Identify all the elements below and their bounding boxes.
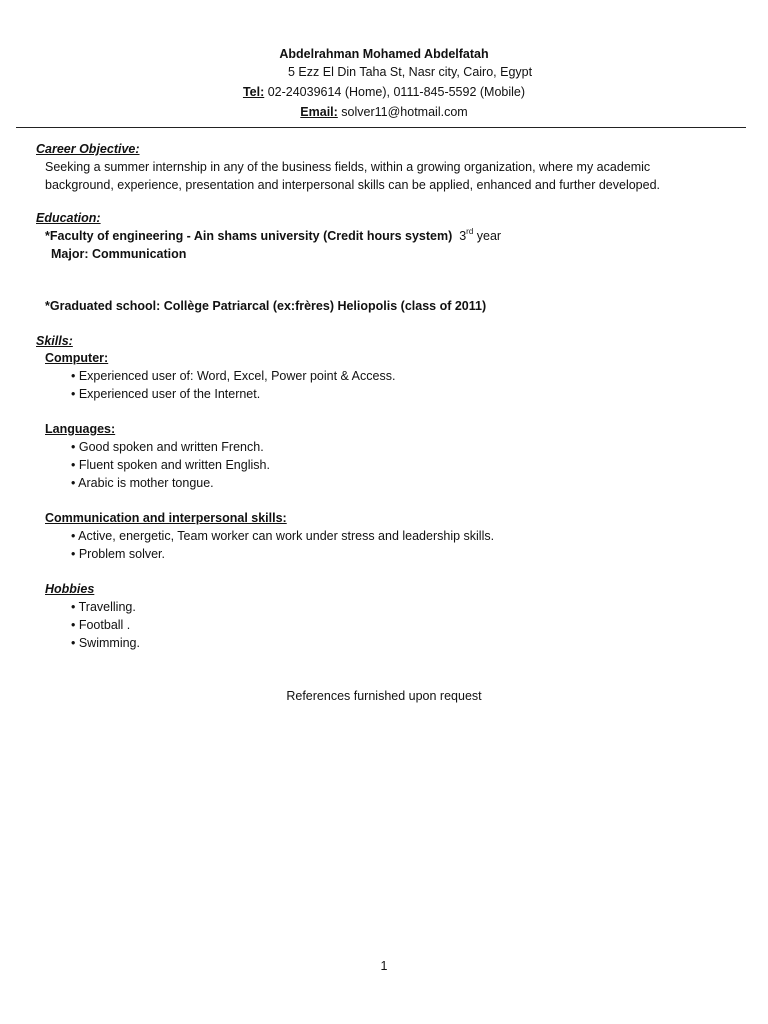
email-line bbox=[0, 104, 768, 120]
language-item: • Arabic is mother tongue. bbox=[71, 476, 214, 490]
hobby-item: • Swimming. bbox=[71, 636, 140, 650]
education-major: Major: Communication bbox=[51, 247, 187, 261]
communication-item: • Problem solver. bbox=[71, 547, 165, 561]
year-number: 3 bbox=[459, 229, 467, 243]
faculty-text: *Faculty of engineering - Ain shams university (Credit hours system) bbox=[45, 229, 453, 243]
year-word: year bbox=[473, 229, 502, 243]
header-divider bbox=[16, 127, 746, 128]
education-heading: Education: bbox=[36, 211, 101, 225]
computer-heading: Computer: bbox=[45, 351, 109, 365]
hobbies-heading: Hobbies bbox=[45, 582, 95, 596]
communication-heading: Communication and interpersonal skills: bbox=[45, 511, 287, 525]
page-number: 1 bbox=[380, 959, 388, 973]
references-note: References furnished upon request bbox=[286, 689, 482, 703]
computer-item: • Experienced user of: Word, Excel, Power point & Access. bbox=[71, 369, 396, 383]
language-item: • Fluent spoken and written English. bbox=[71, 458, 270, 472]
email-label: Email: bbox=[300, 105, 338, 119]
skills-heading: Skills: bbox=[36, 334, 73, 348]
resume-name: Abdelrahman Mohamed Abdelfatah bbox=[279, 47, 489, 61]
career-objective-line-1: Seeking a summer internship in any of the business fields, within a growing organization, where my academic bbox=[45, 160, 651, 174]
education-school: *Graduated school: Collège Patriarcal (ex:frères) Heliopolis (class of 2011) bbox=[45, 299, 487, 313]
email-value: solver11@hotmail.com bbox=[337, 105, 468, 119]
languages-heading: Languages: bbox=[45, 422, 116, 436]
hobby-item: • Travelling. bbox=[71, 600, 136, 614]
telephone-line bbox=[0, 84, 768, 100]
address: 5 Ezz El Din Taha St, Nasr city, Cairo, Egypt bbox=[288, 65, 533, 79]
year-suffix: rd bbox=[466, 226, 474, 236]
hobby-item: • Football . bbox=[71, 618, 131, 632]
career-objective-heading: Career Objective: bbox=[36, 142, 140, 156]
career-objective-line-2: background, experience, presentation and interpersonal skills can be applied, enhanced and further developed. bbox=[45, 178, 661, 192]
education-faculty bbox=[45, 228, 501, 244]
computer-item: • Experienced user of the Internet. bbox=[71, 387, 261, 401]
language-item: • Good spoken and written French. bbox=[71, 440, 264, 454]
tel-value: 02-24039614 (Home), 0111-845-5592 (Mobile) bbox=[264, 85, 526, 99]
communication-item: • Active, energetic, Team worker can work under stress and leadership skills. bbox=[71, 529, 495, 543]
tel-label: Tel: bbox=[242, 85, 265, 99]
